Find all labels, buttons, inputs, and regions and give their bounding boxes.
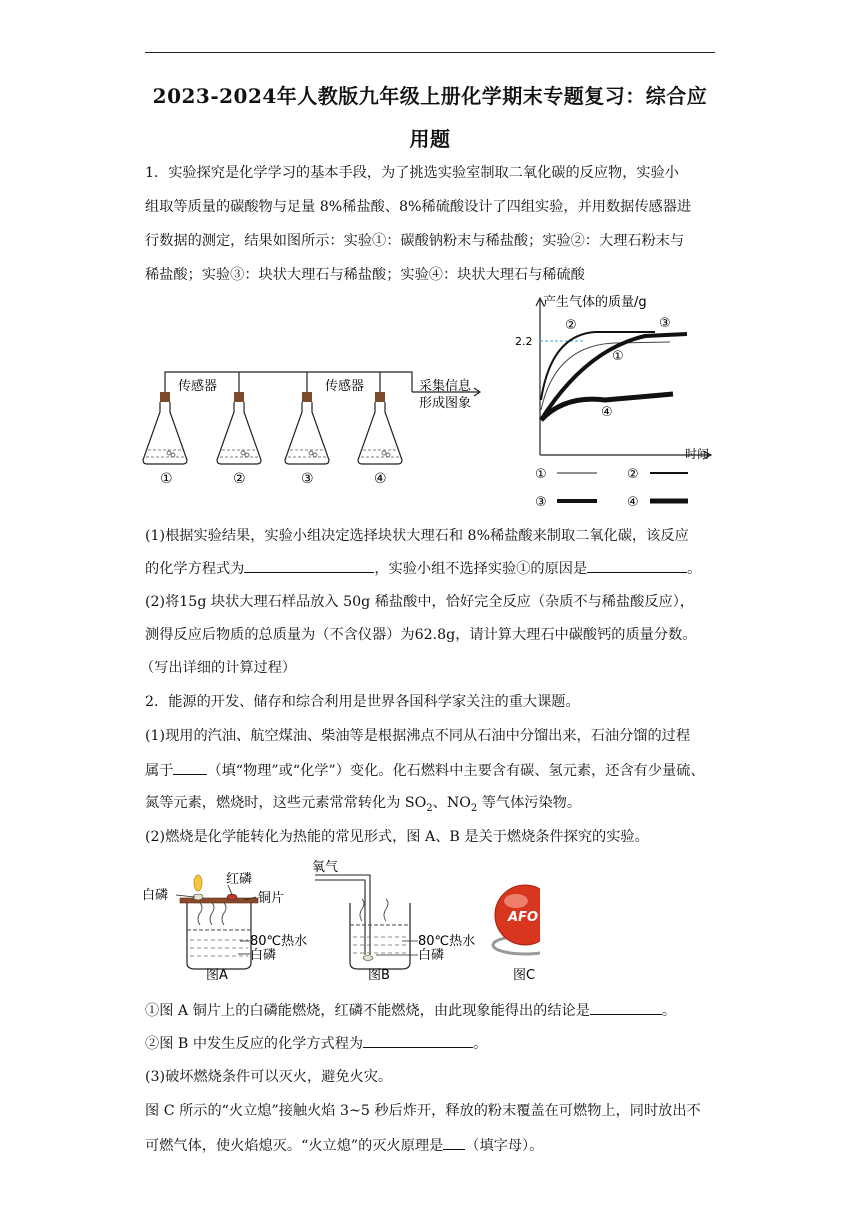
answer-blank-conclusion[interactable] — [590, 1000, 662, 1015]
figure-a — [142, 871, 307, 983]
figure-b — [312, 860, 475, 983]
label-fig-b: 图B — [368, 968, 390, 983]
q1-sub1-line1: (1)根据实验结果，实验小组决定选择块状大理石和 8%稀盐酸来制取二氧化碳，该反应 — [145, 528, 689, 544]
chart-y-marker: 2.2 — [515, 335, 533, 348]
label-hot-water-a: 80℃热水 — [250, 934, 308, 949]
flask-2 — [217, 392, 261, 464]
afo-logo: AFO — [508, 910, 538, 925]
page-title-cont: 用题 — [409, 127, 451, 151]
legend-label-3: ③ — [535, 495, 547, 510]
q2-line3: 属于 （填“物理”或“化学”）变化。化石燃料中主要含有碳、氢元素，还含有少量硫、 — [145, 760, 720, 781]
answer-blank-equation[interactable] — [244, 558, 374, 573]
q2-a2: ②图 B 中发生反应的化学方式程为 。 — [145, 1033, 720, 1054]
q2-line5: (2)燃烧是化学能转化为热能的常见形式，图 A、B 是关于燃烧条件探究的实验。 — [145, 829, 649, 845]
answer-blank-reason[interactable] — [587, 558, 687, 573]
gas-mass-chart — [505, 290, 720, 512]
flask-label-2: ② — [233, 471, 246, 487]
label-red-p: 红磷 — [226, 872, 253, 887]
legend-label-1: ① — [535, 467, 547, 482]
flask-1 — [143, 392, 187, 464]
label-white-p-a: 白磷 — [142, 888, 169, 903]
q2-c-line2: 可燃气体，使火焰熄灭。“火立熄”的灭火原理是 （填字母）。 — [145, 1135, 720, 1156]
series-label-3: ③ — [659, 316, 671, 331]
answer-blank-change-type[interactable] — [173, 760, 207, 775]
collect-label-2: 形成图象 — [419, 396, 472, 411]
label-hot-water-b: 80℃热水 — [418, 934, 476, 949]
combustion-figures — [140, 855, 540, 985]
q1-line1: 1．实验探究是化学学习的基本手段，为了挑选实验室制取二氧化碳的反应物，实验小 — [145, 165, 679, 181]
flask-label-3: ③ — [301, 471, 314, 487]
label-copper: 铜片 — [258, 891, 285, 906]
answer-blank-principle[interactable] — [443, 1135, 465, 1150]
q1-line2: 组取等质量的碳酸物与足量 8%稀盐酸、8%稀硫酸设计了四组实验，并用数据传感器进 — [145, 199, 692, 215]
chart-xlabel: 时间 — [685, 447, 710, 461]
label-fig-a: 图A — [206, 968, 228, 983]
label-fig-c: 图C — [513, 968, 536, 983]
sensor-label-1: 传感器 — [178, 379, 218, 394]
chart-ylabel: 产生气体的质量/g — [543, 295, 647, 310]
q2-line4: 氮等元素，燃烧时，这些元素常常转化为 $SO_2$、$NO_2$ 等气体污染物。 — [145, 795, 582, 814]
q1-line3: 行数据的测定，结果如图所示：实验①：碳酸钠粉末与稀盐酸；实验②：大理石粉末与 — [145, 233, 685, 249]
q2-sub3: (3)破坏燃烧条件可以灭火，避免火灾。 — [145, 1069, 393, 1085]
figure-c — [493, 885, 540, 983]
q2-c-line1: 图 C 所示的“火立熄”接触火焰 3~5 秒后炸开，释放的粉末覆盖在可燃物上，同时放出不 — [145, 1103, 701, 1119]
series-label-1: ① — [612, 349, 624, 364]
label-oxygen: 氧气 — [312, 860, 339, 875]
top-rule — [145, 52, 715, 53]
collect-label-1: 采集信息 — [419, 379, 472, 394]
q1-line4: 稀盐酸；实验③：块状大理石与稀盐酸；实验④：块状大理石与稀硫酸 — [145, 267, 585, 283]
flask-3 — [285, 392, 329, 464]
flask-4 — [358, 392, 402, 464]
series-label-4: ④ — [601, 405, 613, 420]
q2-line2: (1)现用的汽油、航空煤油、柴油等是根据沸点不同从石油中分馏出来，石油分馏的过程 — [145, 728, 691, 744]
label-white-p-b: 白磷 — [418, 948, 445, 963]
q1-sub1-line2: 的化学方程式为 ，实验小组不选择实验①的原因是 。 — [145, 558, 720, 579]
apparatus-figure — [140, 360, 485, 490]
q1-sub2-line2: 测得反应后物质的总质量为（不含仪器）为62.8g，请计算大理石中碳酸钙的质量分数。 — [145, 627, 697, 643]
legend-label-4: ④ — [627, 495, 639, 510]
answer-blank-reaction[interactable] — [363, 1033, 473, 1048]
label-white-p-a2: 白磷 — [250, 948, 277, 963]
flask-label-1: ① — [160, 471, 173, 487]
legend-label-2: ② — [627, 467, 639, 482]
page-title: 2023-2024年人教版九年级上册化学期末专题复习：综合应 — [152, 84, 708, 108]
series-label-2: ② — [565, 318, 577, 333]
q2-line1: 2．能源的开发、储存和综合利用是世界各国科学家关注的重大课题。 — [145, 694, 580, 710]
q1-sub2-line3: （写出详细的计算过程） — [140, 660, 297, 676]
q1-sub2-line1: (2)将15g 块状大理石样品放入 50g 稀盐酸中，恰好完全反应（杂质不与稀盐酸反应）， — [145, 594, 694, 610]
flask-label-4: ④ — [374, 471, 387, 487]
sensor-label-2: 传感器 — [325, 379, 365, 394]
q2-a1: ①图 A 铜片上的白磷能燃烧，红磷不能燃烧，由此现象能得出的结论是 。 — [145, 1000, 720, 1021]
